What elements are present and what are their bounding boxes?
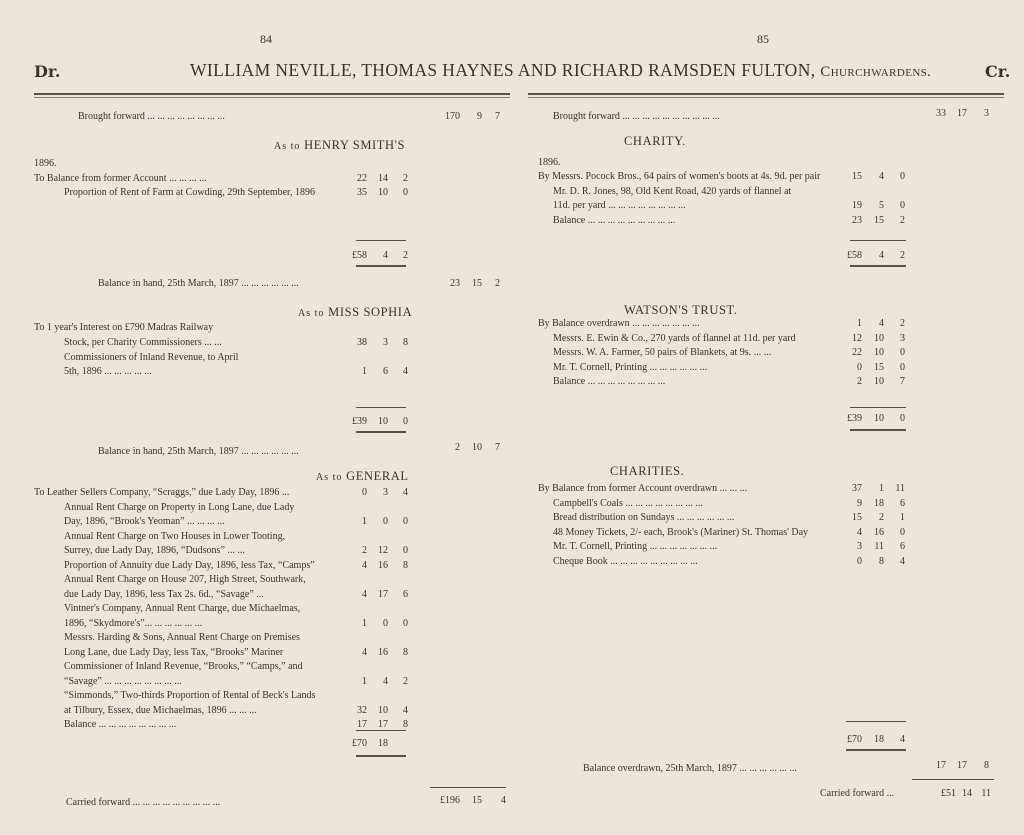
amount-pence: 6: [403, 588, 408, 600]
section-heading-general: As to GENERAL: [316, 469, 409, 483]
balance-row: Balance in hand, 25th March, 1897 ... ... ... ... ... ...: [98, 278, 299, 289]
amount-pounds: 170: [445, 111, 460, 122]
ledger-row: To 1 year's Interest on £790 Madras Railway: [34, 322, 214, 333]
amount-shillings: 15: [472, 795, 482, 806]
amount-shillings: 3: [383, 337, 388, 348]
amount-pence: 4: [900, 555, 905, 567]
ledger-row: Messrs. W. A. Farmer, 50 pairs of Blankets, at 9s. ... ...: [553, 347, 772, 358]
amount-shillings: 9: [477, 111, 482, 122]
amount-pounds: 22: [357, 173, 367, 184]
amount-pence: 1: [900, 512, 905, 523]
total-rule: [850, 240, 906, 241]
amount-pounds: 19: [852, 200, 862, 211]
total-rule: [356, 240, 406, 241]
amount-shillings: 16: [874, 526, 884, 538]
total-double-rule: [850, 265, 906, 267]
amount-pounds: 35: [357, 187, 367, 198]
year-label: 1896.: [538, 157, 561, 168]
ledger-row: Bread distribution on Sundays ... ... ... ... ... ...: [553, 512, 735, 523]
amount-pence: 8: [403, 646, 408, 658]
amount-pence: 4: [501, 795, 506, 806]
amount-pounds: 38: [357, 337, 367, 348]
amount-pence: 0: [900, 361, 905, 373]
amount-shillings: 17: [957, 108, 967, 119]
amount-shillings: 17: [957, 760, 967, 771]
amount-shillings: 10: [378, 704, 388, 716]
total-rule: [846, 721, 906, 722]
ledger-row: By Messrs. Pocock Bros., 64 pairs of women's boots at 4s. 9d. per pair: [538, 171, 821, 182]
total-pence: 2: [403, 250, 408, 261]
header-rule-left: [34, 93, 510, 95]
total-shillings: 10: [378, 416, 388, 427]
amount-pounds: 2: [455, 442, 460, 453]
amount-pence: 6: [900, 541, 905, 552]
amount-pounds: 2: [362, 545, 367, 556]
amount-pounds: 1: [362, 366, 367, 377]
amount-pounds: 17: [357, 719, 367, 730]
amount-pence: 4: [403, 487, 408, 498]
section-heading-smith: As to HENRY SMITH'S: [274, 138, 406, 152]
amount-pounds: 4: [362, 559, 367, 571]
total-pence: 2: [900, 250, 905, 261]
ledger-row: “Simmonds,” Two-thirds Proportion of Rental of Beck's Lands: [64, 690, 316, 701]
amount-pounds: 1: [857, 318, 862, 329]
total-pence: 0: [403, 416, 408, 427]
total-pounds: £58: [352, 250, 367, 261]
ledger-row: Surrey, due Lady Day, 1896, “Dudsons” ... ...: [64, 545, 245, 556]
total-shillings: 4: [879, 250, 884, 261]
amount-pounds: 15: [852, 512, 862, 523]
amount-pounds: 1: [362, 516, 367, 527]
amount-shillings: 4: [383, 675, 388, 687]
amount-shillings: 2: [879, 512, 884, 523]
amount-shillings: 15: [874, 361, 884, 373]
amount-shillings: 11: [874, 541, 884, 552]
amount-shillings: 10: [874, 376, 884, 387]
amount-shillings: 3: [383, 487, 388, 498]
amount-pence: 0: [403, 617, 408, 629]
total-pounds: £39: [847, 413, 862, 424]
amount-shillings: 10: [472, 442, 482, 453]
balance-row: Balance in hand, 25th March, 1897 ... ... ... ... ... ...: [98, 446, 299, 457]
amount-pence: 0: [403, 545, 408, 556]
ledger-row: Vintner's Company, Annual Rent Charge, due Michaelmas,: [64, 603, 301, 614]
ledger-row: Mr. T. Cornell, Printing ... ... ... ... ... ...: [553, 361, 708, 373]
amount-pence: 8: [403, 719, 408, 730]
amount-pounds: 32: [357, 704, 367, 716]
amount-pounds: 1: [362, 617, 367, 629]
total-pounds: £70: [352, 738, 367, 749]
amount-pence: 0: [900, 200, 905, 211]
amount-pounds: 3: [857, 541, 862, 552]
amount-pounds: 1: [362, 675, 367, 687]
total-double-rule: [846, 749, 906, 751]
amount-pounds: 4: [857, 526, 862, 538]
ledger-row: Mr. T. Cornell, Printing ... ... ... ... ... ... ...: [553, 541, 718, 552]
ledger-row: By Balance overdrawn ... ... ... ... ... ... ...: [538, 318, 700, 329]
amount-pence: 2: [403, 675, 408, 687]
debit-marker: Dr.: [34, 62, 61, 81]
amount-pounds: £51: [941, 788, 956, 799]
amount-pence: 0: [403, 187, 408, 198]
amount-pounds: 9: [857, 497, 862, 509]
amount-pounds: 33: [936, 108, 946, 119]
amount-shillings: 10: [874, 347, 884, 358]
page-number-left: 84: [260, 32, 272, 46]
amount-pounds: 17: [936, 760, 946, 771]
header-rule-right-thin: [528, 97, 1004, 98]
balance-row: Balance overdrawn, 25th March, 1897 ... ... ... ... ... ...: [583, 763, 797, 774]
ledger-row: Campbell's Coals ... ... ... ... ... ... ... ...: [553, 497, 703, 509]
page-number-right: 85: [757, 32, 769, 46]
amount-pence: 4: [403, 704, 408, 716]
amount-pounds: 0: [857, 361, 862, 373]
amount-shillings: 14: [962, 788, 972, 799]
total-rule: [356, 407, 406, 408]
carried-forward-rule: [430, 787, 506, 788]
amount-pence: 11: [981, 788, 991, 799]
ledger-row: Commissioners of Inland Revenue, to April: [64, 352, 239, 363]
ledger-row: due Lady Day, 1896, less Tax 2s. 6d., “Savage” ...: [64, 588, 264, 600]
amount-pence: 6: [900, 497, 905, 509]
ledger-row: Annual Rent Charge on House 207, High Street, Southwark,: [64, 574, 306, 585]
brought-forward-label-left: Brought forward ... ... ... ... ... ... ... ...: [78, 111, 225, 122]
ledger-row: Proportion of Annuity due Lady Day, 1896, less Tax, “Camps”: [64, 559, 315, 571]
ledger-row: Commissioner of Inland Revenue, “Brooks,” “Camps,” and: [64, 661, 303, 672]
amount-pence: 2: [495, 278, 500, 289]
ledger-row: Messrs. E. Ewin & Co., 270 yards of flannel at 11d. per yard: [553, 332, 796, 344]
amount-pence: 2: [900, 318, 905, 329]
amount-shillings: 18: [874, 497, 884, 509]
total-pounds: £39: [352, 416, 367, 427]
amount-pounds: 37: [852, 483, 862, 494]
amount-shillings: 16: [378, 646, 388, 658]
ledger-row: 5th, 1896 ... ... ... ... ...: [64, 366, 152, 377]
total-rule: [356, 730, 406, 731]
amount-shillings: 10: [378, 187, 388, 198]
amount-shillings: 4: [879, 318, 884, 329]
ledger-row: Balance ... ... ... ... ... ... ... ... ...: [553, 214, 676, 226]
ledger-row: at Tilbury, Essex, due Michaelmas, 1896 ... ... ...: [64, 704, 257, 716]
amount-shillings: 0: [383, 617, 388, 629]
ledger-row: Annual Rent Charge on Property in Long Lane, due Lady: [64, 501, 295, 513]
total-double-rule: [356, 431, 406, 433]
amount-pence: 2: [403, 173, 408, 184]
total-pence: 4: [900, 734, 905, 745]
carried-forward-label-right: Carried forward ...: [820, 788, 895, 799]
header-rule-right: [528, 93, 1004, 95]
amount-pence: 0: [900, 171, 905, 182]
amount-shillings: 17: [378, 588, 388, 600]
amount-pence: 4: [403, 366, 408, 377]
heading-tail: Churchwardens.: [820, 64, 932, 80]
amount-shillings: 1: [879, 483, 884, 494]
amount-pounds: 15: [852, 171, 862, 182]
amount-pence: 8: [403, 559, 408, 571]
amount-pounds: 4: [362, 646, 367, 658]
amount-pence: 7: [900, 376, 905, 387]
amount-pence: 0: [900, 526, 905, 538]
total-shillings: 4: [383, 250, 388, 261]
amount-pence: 3: [984, 108, 989, 119]
brought-forward-label-right: Brought forward ... ... ... ... ... ... ... ... ... ...: [553, 111, 720, 122]
ledger-row: Cheque Book ... ... ... ... ... ... ... ... ...: [553, 555, 698, 567]
amount-shillings: 5: [879, 200, 884, 211]
ledger-row: “Savage” ... ... ... ... ... ... ... ...: [64, 675, 182, 687]
amount-shillings: 16: [378, 559, 388, 571]
amount-pounds: 23: [450, 278, 460, 289]
ledger-row: Balance ... ... ... ... ... ... ... ...: [64, 719, 177, 730]
amount-pounds: 4: [362, 588, 367, 600]
ledger-row: Mr. D. R. Jones, 98, Old Kent Road, 420 yards of flannel at: [553, 185, 792, 197]
ledger-row: Day, 1896, “Brook's Yeoman” ... ... ... ...: [64, 516, 225, 527]
total-pounds: £70: [847, 734, 862, 745]
total-shillings: 18: [874, 734, 884, 745]
amount-pence: 11: [895, 483, 905, 494]
ledger-row: By Balance from former Account overdrawn ... ... ...: [538, 483, 748, 494]
total-rule: [850, 407, 906, 408]
amount-pounds: 0: [362, 487, 367, 498]
total-double-rule: [850, 429, 906, 431]
amount-pounds: 12: [852, 332, 862, 344]
amount-shillings: 4: [879, 171, 884, 182]
total-pounds: £58: [847, 250, 862, 261]
amount-shillings: 6: [383, 366, 388, 377]
amount-pence: 7: [495, 442, 500, 453]
amount-pounds: 23: [852, 214, 862, 226]
amount-pounds: £196: [440, 795, 460, 806]
amount-pounds: 0: [857, 555, 862, 567]
carried-forward-rule: [912, 779, 994, 780]
amount-pence: 0: [403, 516, 408, 527]
credit-marker: Cr.: [985, 62, 1011, 81]
section-heading-charities: CHARITIES.: [610, 464, 685, 478]
total-double-rule: [356, 755, 406, 757]
amount-shillings: 17: [378, 719, 388, 730]
year-label: 1896.: [34, 158, 57, 169]
amount-pence: 8: [403, 337, 408, 348]
amount-shillings: 15: [472, 278, 482, 289]
amount-pence: 7: [495, 111, 500, 122]
amount-shillings: 12: [378, 545, 388, 556]
heading-main: WILLIAM NEVILLE, THOMAS HAYNES AND RICHARD RAMSDEN FULTON,: [190, 60, 816, 80]
ledger-heading: [190, 60, 931, 81]
ledger-row: Annual Rent Charge on Two Houses in Lower Tooting,: [64, 530, 286, 542]
amount-shillings: 10: [874, 332, 884, 344]
carried-forward-label-left: Carried forward ... ... ... ... ... ... ... ... ...: [66, 797, 221, 808]
amount-shillings: 15: [874, 214, 884, 226]
amount-shillings: 8: [879, 555, 884, 567]
amount-pence: 8: [984, 760, 989, 771]
total-double-rule: [356, 265, 406, 267]
ledger-row: Proportion of Rent of Farm at Cowding, 29th September, 1896: [64, 187, 315, 198]
ledger-row: 1896, “Skydmore's”... ... ... ... ... ...: [64, 617, 203, 629]
header-rule-left-thin: [34, 97, 510, 98]
section-heading-sophia: As to MISS SOPHIA: [298, 305, 413, 319]
section-heading-charity: CHARITY.: [624, 134, 686, 148]
ledger-row: Messrs. Harding & Sons, Annual Rent Charge on Premises: [64, 632, 300, 643]
amount-pounds: 2: [857, 376, 862, 387]
section-heading-watson: WATSON'S TRUST.: [624, 303, 738, 317]
ledger-row: Long Lane, due Lady Day, less Tax, “Brooks” Mariner: [64, 646, 284, 658]
ledger-row: Stock, per Charity Commissioners ... ...: [64, 337, 222, 348]
amount-pence: 3: [900, 332, 905, 344]
amount-pence: 2: [900, 214, 905, 226]
ledger-row: 48 Money Tickets, 2/- each, Brook's (Mariner) St. Thomas' Day: [553, 526, 809, 538]
amount-shillings: 14: [378, 173, 388, 184]
amount-pence: 0: [900, 347, 905, 358]
ledger-row: To Leather Sellers Company, “Scraggs,” due Lady Day, 1896 ...: [34, 487, 290, 498]
ledger-row: 11d. per yard ... ... ... ... ... ... ... ...: [553, 200, 686, 211]
total-pence: 0: [900, 413, 905, 424]
total-shillings: 18: [378, 738, 388, 749]
ledger-row: To Balance from former Account ... ... ... ...: [34, 173, 207, 184]
ledger-row: Balance ... ... ... ... ... ... ... ...: [553, 376, 666, 387]
total-shillings: 10: [874, 413, 884, 424]
amount-pounds: 22: [852, 347, 862, 358]
amount-shillings: 0: [383, 516, 388, 527]
